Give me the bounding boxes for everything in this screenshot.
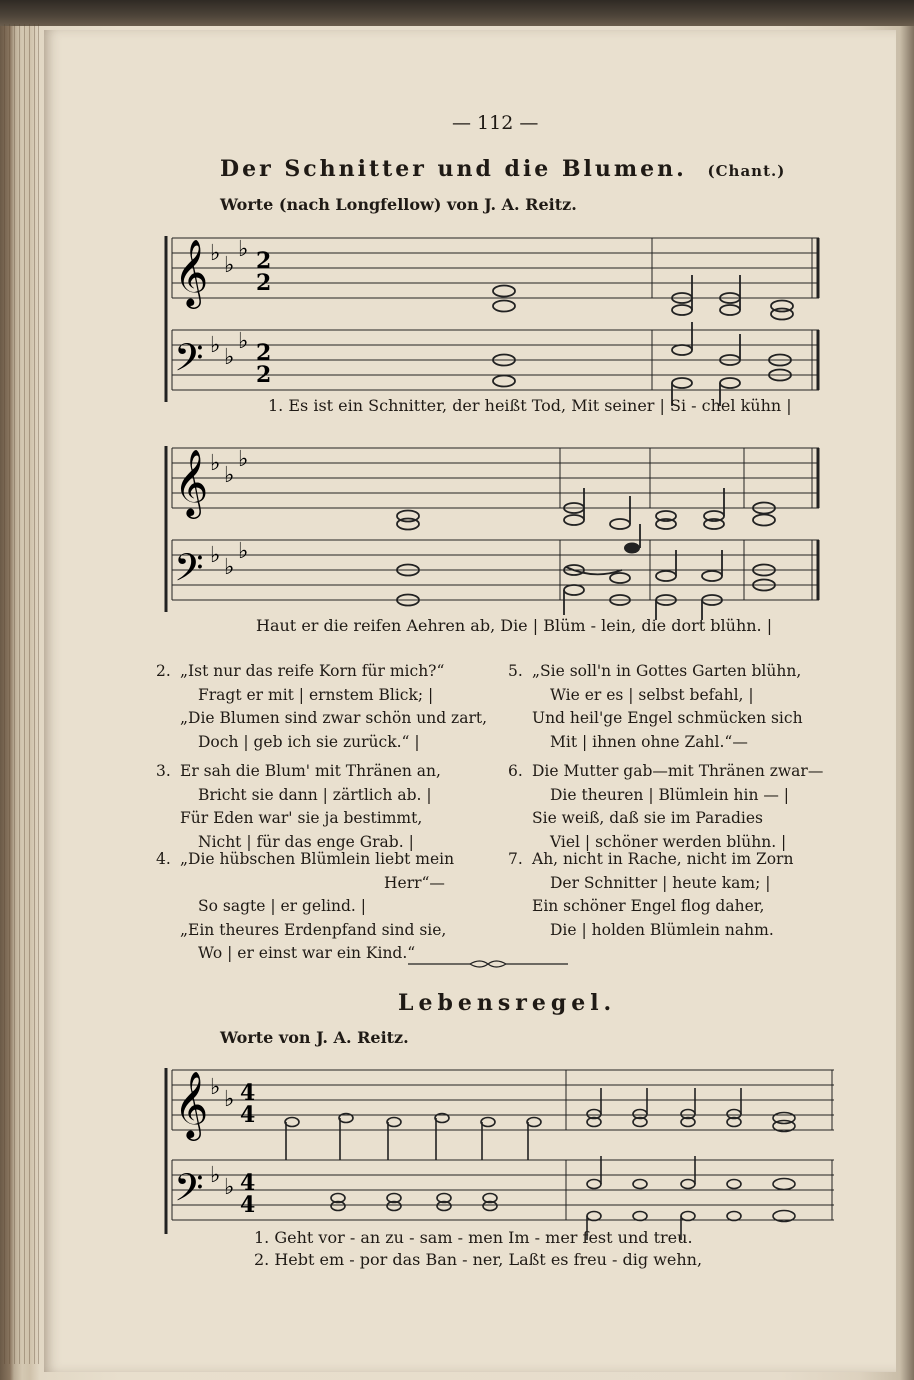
- svg-text:♭: ♭: [224, 1087, 235, 1112]
- svg-text:♭: ♭: [238, 329, 249, 354]
- treble-clef-icon: 𝄞: [174, 238, 209, 306]
- verse-5: 5. „Sie soll'n in Gottes Garten blühn, Wie er es | selbst befahl, | Und heil'ge Engel schmücken sich Mit | ihnen ohne Zahl.“—: [508, 662, 803, 751]
- svg-text:𝄢: 𝄢: [174, 545, 204, 599]
- song1-lyric-line-2: Haut er die reifen Aehren ab, Die | Blüm - lein, die dort blühn. |: [256, 616, 773, 635]
- verse-2: 2. „Ist nur das reife Korn für mich?“ Fragt er mit | ernstem Blick; | „Die Blumen sind zwar schön und zart, Doch | geb ich sie zurück.“ |: [156, 662, 488, 751]
- song1-credit: Worte (nach Longfellow) von J. A. Reitz.: [220, 195, 577, 214]
- svg-text:2: 2: [256, 362, 272, 388]
- song2-title: Lebensregel.: [398, 990, 617, 1016]
- time-signature-2: [240, 1080, 255, 1218]
- page-edges: [0, 24, 40, 1364]
- svg-text:♭: ♭: [224, 463, 235, 488]
- svg-text:♭: ♭: [238, 539, 249, 564]
- svg-text:♭: ♭: [224, 345, 235, 370]
- svg-text:♭: ♭: [238, 447, 249, 472]
- verse-6: 6. Die Mutter gab—mit Thränen zwar— Die theuren | Blümlein hin — | Sie weiß, daß sie im Paradies Viel | schöner werden blühn. |: [508, 762, 824, 851]
- book-page: [44, 30, 896, 1372]
- svg-text:♭: ♭: [224, 253, 235, 278]
- song2-lyric-line-2: 2. Hebt em - por das Ban - ner, Laßt es freu - dig wehn,: [254, 1250, 703, 1269]
- svg-text:♭: ♭: [210, 333, 221, 358]
- verse-7: 7. Ah, nicht in Rache, nicht im Zorn Der Schnitter | heute kam; | Ein schöner Engel flog daher, Die | holden Blümlein nahm.: [508, 850, 794, 939]
- svg-text:♭: ♭: [210, 241, 221, 266]
- book-binding: [0, 0, 914, 26]
- music-system-3: [154, 1060, 844, 1240]
- key-signature: [210, 237, 248, 370]
- svg-text:2: 2: [256, 340, 272, 366]
- svg-text:𝄢: 𝄢: [174, 1165, 204, 1219]
- verse-3: 3. Er sah die Blum' mit Thränen an, Bricht sie dann | zärtlich ab. | Für Eden war' sie ja bestimmt, Nicht | für das enge Grab. |: [156, 762, 441, 851]
- song1-title-note: (Chant.): [707, 162, 786, 180]
- svg-text:♭: ♭: [224, 555, 235, 580]
- svg-text:♭: ♭: [210, 543, 221, 568]
- svg-text:4: 4: [240, 1192, 256, 1218]
- svg-text:4: 4: [240, 1170, 256, 1196]
- page-number: — 112 —: [452, 112, 539, 134]
- svg-text:♭: ♭: [210, 1163, 221, 1188]
- notes-system-1: [493, 275, 793, 406]
- bass-clef-icon: 𝄢: [174, 335, 204, 389]
- svg-text:4: 4: [240, 1080, 256, 1106]
- song1-lyric-line-1: 1. Es ist ein Schnitter, der heißt Tod, Mit seiner | Si - chel kühn |: [268, 396, 792, 415]
- svg-text:♭: ♭: [210, 1075, 221, 1100]
- verse-4: 4. „Die hübschen Blümlein liebt mein Herr“— So sagte | er gelind. | „Ein theures Erdenpfand sind sie, Wo | er einst war ein Kind.“: [156, 850, 455, 962]
- music-system-2: [154, 440, 834, 620]
- music-system-1: [154, 230, 834, 410]
- song1-title-text: Der Schnitter und die Blumen.: [220, 156, 687, 182]
- song2-credit: Worte von J. A. Reitz.: [220, 1028, 409, 1047]
- svg-text:2: 2: [256, 248, 272, 274]
- time-signature-1: [256, 248, 271, 388]
- svg-text:4: 4: [240, 1102, 256, 1128]
- svg-text:♭: ♭: [224, 1175, 235, 1200]
- svg-text:𝄞: 𝄞: [174, 448, 209, 516]
- notes-system-3: [285, 1088, 795, 1240]
- svg-text:♭: ♭: [238, 237, 249, 262]
- svg-text:2: 2: [256, 270, 272, 296]
- svg-text:♭: ♭: [210, 451, 221, 476]
- song1-title: [220, 156, 785, 182]
- svg-text:𝄞: 𝄞: [174, 1070, 209, 1138]
- ornamental-divider: [408, 956, 568, 972]
- song2-lyric-line-1: 1. Geht vor - an zu - sam - men Im - mer fest und treu.: [254, 1228, 693, 1247]
